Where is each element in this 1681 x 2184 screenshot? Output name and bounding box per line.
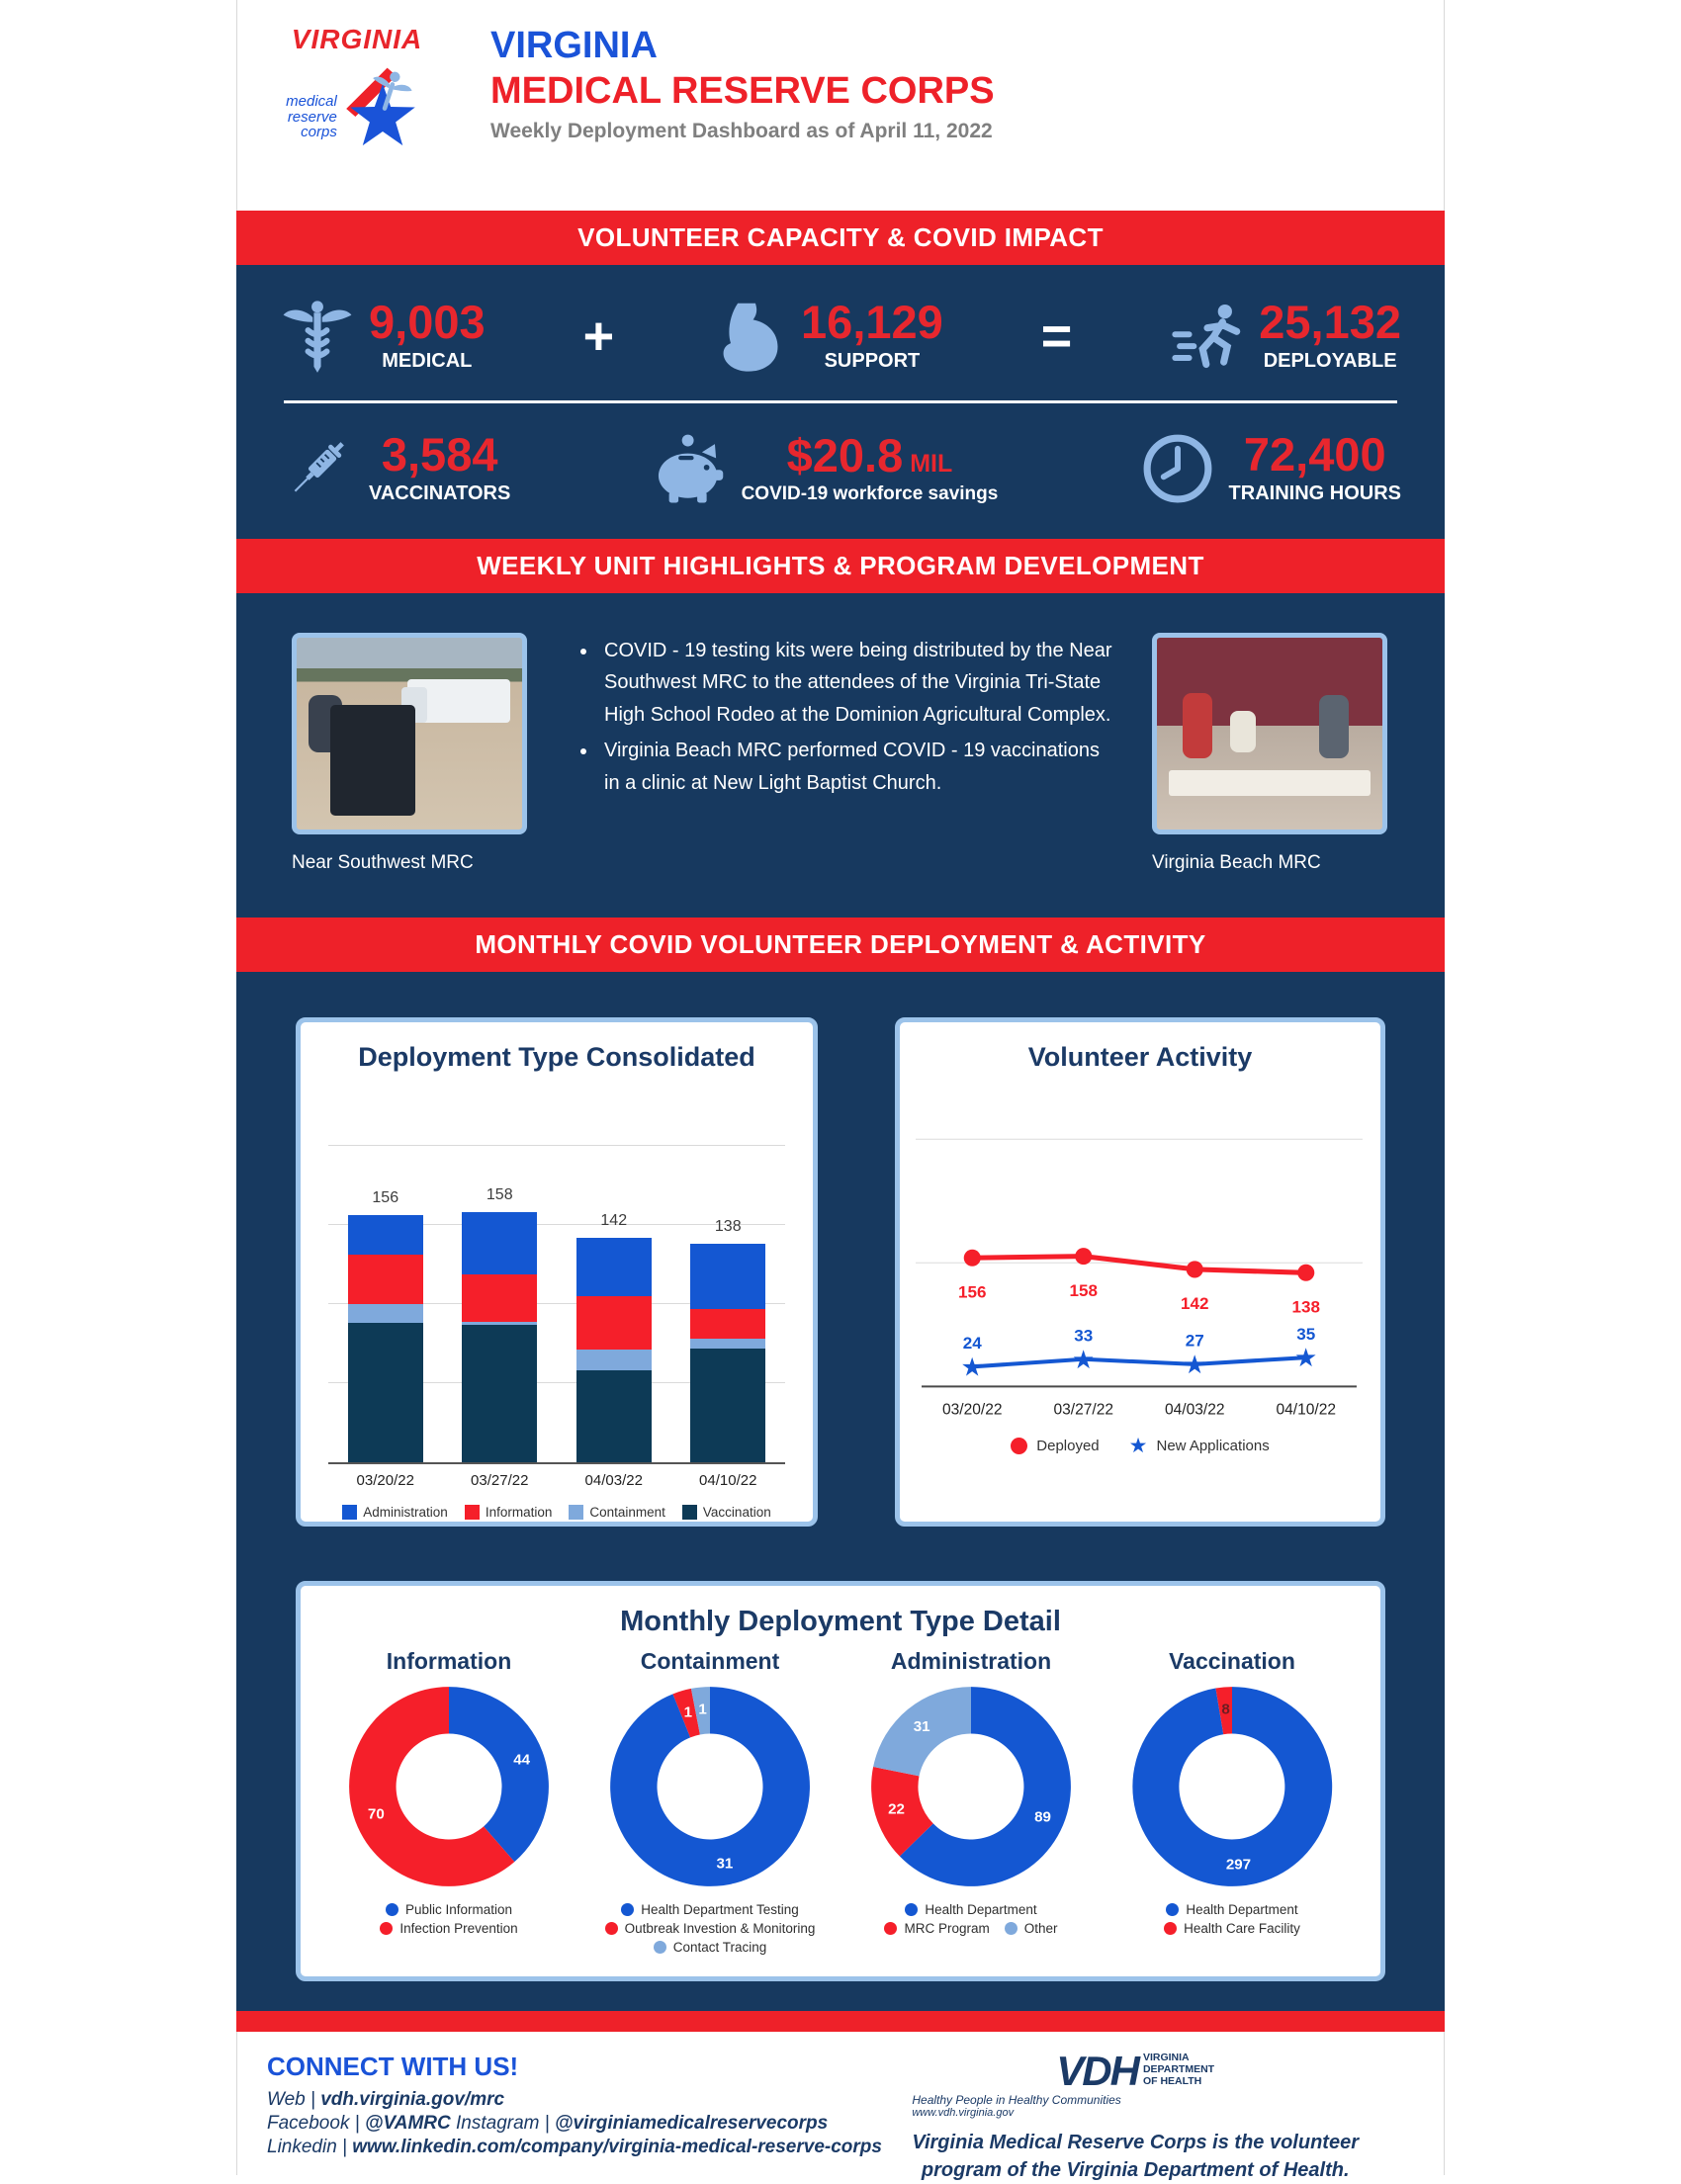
- stat-support: [712, 296, 943, 374]
- donut-slice-label: 31: [716, 1855, 734, 1873]
- bar-segment-containment: [690, 1339, 765, 1349]
- logo-word-medical: medical: [286, 92, 337, 110]
- stat-medical: [280, 296, 486, 374]
- photo-virginia-beach-mrc: [1152, 633, 1387, 834]
- banner-weekly-highlights: WEEKLY UNIT HIGHLIGHTS & PROGRAM DEVELOPMENT: [236, 539, 1445, 593]
- donut-slice-label: 31: [913, 1718, 930, 1736]
- donut-legend-item: [1164, 1921, 1300, 1936]
- footer-link-line: [267, 2089, 882, 2111]
- vdh-dept-text: [1143, 2052, 1214, 2087]
- runner-icon: [1170, 299, 1245, 374]
- donut-slice-label: 1: [683, 1704, 693, 1721]
- footer: [236, 2032, 1445, 2181]
- photo-wrap-left: [292, 633, 529, 874]
- stat-support-value: 16,129: [801, 296, 943, 348]
- donut-slice-label: 22: [888, 1800, 905, 1818]
- stacked-bar: [348, 1215, 423, 1462]
- stat-training-label: TRAINING HOURS: [1228, 482, 1401, 504]
- deployed-dot-icon: [1011, 1438, 1027, 1454]
- legend-label: Information: [485, 1505, 553, 1520]
- data-label: 142: [1181, 1294, 1209, 1314]
- donut-legend-item: [605, 1921, 816, 1936]
- donut-legend: [358, 1902, 541, 1936]
- donut-legend-item: [654, 1940, 767, 1955]
- bar-segment-information: [576, 1296, 652, 1350]
- donut-slice-label: 8: [1221, 1701, 1230, 1718]
- line-chart-plot: [916, 1091, 1365, 1434]
- highlight-bullet-1: • COVID - 19 testing kits were being distributed by the Near Southwest MRC to the attendees of the Virginia Tri-State High School Rodeo at the Dominion Agricultural Complex.: [598, 635, 1112, 731]
- donut-slice-label: 1: [698, 1701, 707, 1718]
- donut-legend-item: [386, 1902, 512, 1917]
- photo-wrap-right: [1152, 633, 1389, 874]
- donut-slice: [610, 1687, 810, 1886]
- legend-label: Containment: [589, 1505, 665, 1520]
- bar-x-tick: 04/10/22: [699, 1472, 757, 1489]
- page-title-line1: VIRGINIA: [490, 25, 658, 66]
- vdh-abbr-text: VDH: [1056, 2048, 1138, 2094]
- bar-chart-x-axis: [328, 1472, 785, 1489]
- donut-legend: [846, 1902, 1096, 1936]
- line-chart-title: Volunteer Activity: [1027, 1042, 1253, 1072]
- stat-vaccinators-text: [369, 428, 511, 505]
- bar-segment-administration: [462, 1212, 537, 1273]
- footer-link-line: [267, 2137, 882, 2158]
- donut-legend-dot: [1164, 1922, 1177, 1935]
- data-label: 156: [958, 1282, 987, 1302]
- bar-chart-legend: [320, 1505, 793, 1520]
- data-label: 27: [1185, 1331, 1204, 1351]
- logo-word-reserve: reserve: [287, 108, 337, 126]
- donut-chart-svg: [1122, 1677, 1342, 1896]
- donut-chart-svg: [339, 1677, 559, 1896]
- bar-total-label: 142: [600, 1211, 628, 1229]
- legend-item-administration: [342, 1505, 448, 1520]
- charts-top-row: [296, 1017, 1385, 1527]
- stacked-bar: [690, 1244, 765, 1462]
- line-x-tick: 03/20/22: [941, 1401, 1003, 1419]
- donut-legend-item: [884, 1921, 989, 1936]
- data-label: 138: [1291, 1297, 1320, 1317]
- vdh-logo: [1056, 2048, 1215, 2094]
- donut-slice-label: 44: [513, 1751, 531, 1769]
- new-applications-star-point: ★: [960, 1352, 984, 1382]
- photo-clinician-red-shape: [1183, 693, 1212, 758]
- page-subtitle: Weekly Deployment Dashboard as of April 11, 2022: [490, 120, 993, 143]
- line-chart-legend: [916, 1436, 1365, 1456]
- photo-patient-shape: [1230, 711, 1256, 752]
- donut-legend: [585, 1902, 835, 1955]
- legend-item-deployed: [1011, 1438, 1099, 1454]
- data-label: 24: [962, 1334, 982, 1354]
- legend-label: Administration: [363, 1505, 448, 1520]
- stat-support-text: [801, 296, 943, 373]
- bar-segment-vaccination: [348, 1323, 423, 1462]
- legend-label: Deployed: [1036, 1437, 1100, 1454]
- footer-program-tagline: [912, 2129, 1359, 2184]
- donut-legend-dot: [654, 1941, 666, 1954]
- donut-legend-label: Infection Prevention: [399, 1921, 518, 1936]
- footer-link-value: @VAMRC: [364, 2113, 451, 2134]
- donut-legend-label: MRC Program: [904, 1921, 990, 1936]
- logo-word-corps: corps: [301, 124, 337, 141]
- donut-legend-item: [1166, 1902, 1297, 1917]
- footer-tagline-line1: Virginia Medical Reserve Corps is the volunteer: [912, 2131, 1359, 2153]
- photo-caption-near-southwest: Near Southwest MRC: [292, 852, 474, 873]
- footer-red-stripe: [236, 2011, 1445, 2032]
- bar-segment-vaccination: [576, 1370, 652, 1462]
- footer-link-label: Facebook |: [267, 2113, 365, 2134]
- stat-medical-text: [369, 296, 486, 373]
- vdh-tagline: Healthy People in Healthy Communities: [912, 2092, 1121, 2107]
- donut-legend-item: [621, 1902, 799, 1917]
- highlights-bullet-list: [569, 635, 1112, 799]
- connect-with-us-heading: CONNECT WITH US!: [267, 2052, 519, 2081]
- logo-virginia-text: VIRGINIA: [291, 24, 423, 54]
- donut-legend-label: Contact Tracing: [672, 1940, 767, 1955]
- deployed-point: [964, 1250, 981, 1267]
- donut-title: Administration: [890, 1648, 1052, 1674]
- header: [236, 0, 1445, 211]
- bar-chart-plot: [328, 1116, 785, 1464]
- stats-row-1: [280, 296, 1401, 374]
- bar-column: [557, 1116, 671, 1462]
- donut-vaccination: [1102, 1648, 1363, 1955]
- stat-deployable-text: [1259, 296, 1401, 373]
- bar-segment-information: [690, 1309, 765, 1339]
- chart-monthly-deployment-detail: [296, 1581, 1385, 1981]
- bar-x-tick: 03/20/22: [356, 1472, 414, 1489]
- data-label: 33: [1074, 1326, 1094, 1346]
- stat-savings-suffix: MIL: [910, 449, 953, 478]
- bar-total-label: 156: [372, 1189, 399, 1207]
- chart-volunteer-activity: [895, 1017, 1385, 1527]
- stats-section: [236, 265, 1445, 539]
- legend-label: Vaccination: [702, 1505, 771, 1520]
- stat-medical-label: MEDICAL: [382, 350, 473, 372]
- stat-deployable-value: 25,132: [1259, 296, 1401, 348]
- footer-link-value: www.linkedin.com/company/virginia-medical-reserve-corps: [352, 2137, 882, 2157]
- donut-information: [318, 1648, 579, 1955]
- legend-swatch: [682, 1505, 697, 1520]
- data-label: 158: [1069, 1280, 1098, 1300]
- data-label: 35: [1296, 1325, 1316, 1345]
- donut-legend-label: Other: [1023, 1921, 1058, 1936]
- stat-vaccinators: [280, 428, 511, 506]
- line-x-tick: 04/03/22: [1164, 1401, 1225, 1419]
- vdh-url: www.vdh.virginia.gov: [912, 2106, 1015, 2119]
- donut-containment: [579, 1648, 840, 1955]
- bar-chart-title: Deployment Type Consolidated: [358, 1042, 755, 1072]
- chart-deployment-type-consolidated: [296, 1017, 818, 1527]
- bar-column: [671, 1116, 786, 1462]
- stats-divider: [284, 400, 1397, 403]
- series-line-star: [972, 1357, 1305, 1366]
- photo-table-shape: [1169, 770, 1371, 796]
- footer-link-value: @virginiamedicalreservecorps: [554, 2113, 829, 2134]
- stacked-bar: [462, 1212, 537, 1462]
- donut-legend-dot: [905, 1903, 918, 1916]
- donut-title: Information: [386, 1648, 512, 1674]
- donut-legend-label: Outbreak Investion & Monitoring: [624, 1921, 816, 1936]
- photo-visitor-shape: [1319, 695, 1349, 758]
- vdh-dept-line1: VIRGINIA: [1142, 2052, 1190, 2063]
- stat-savings-text: [741, 428, 999, 505]
- footer-link-label: Web |: [267, 2089, 321, 2110]
- donut-chart-svg: [600, 1677, 820, 1896]
- donut-legend-dot: [605, 1922, 618, 1935]
- highlight-bullet-2: • Virginia Beach MRC performed COVID - 19 vaccinations in a clinic at New Light Baptist Church.: [598, 735, 1112, 799]
- donut-slice-label: 297: [1225, 1856, 1252, 1874]
- stat-training-value: 72,400: [1243, 428, 1386, 480]
- donut-legend-item: [380, 1921, 517, 1936]
- deployed-point: [1075, 1248, 1092, 1265]
- stat-savings-value-row: [786, 428, 953, 481]
- stat-training-text: [1228, 428, 1401, 505]
- new-applications-star-icon: ★: [1128, 1434, 1148, 1457]
- bar-segment-administration: [576, 1238, 652, 1296]
- donut-legend-dot: [380, 1922, 393, 1935]
- footer-connect-block: [267, 2052, 882, 2167]
- stat-medical-value: 9,003: [369, 296, 486, 348]
- bar-segment-administration: [690, 1244, 765, 1309]
- donut-slice: [449, 1687, 549, 1862]
- series-line-circle: [972, 1257, 1305, 1273]
- legend-label: New Applications: [1156, 1437, 1270, 1454]
- vdh-dept-line2: DEPARTMENT: [1142, 2063, 1215, 2076]
- mrc-star-icon: [337, 63, 428, 154]
- bar-x-tick: 03/27/22: [471, 1472, 529, 1489]
- footer-vdh-block: [912, 2048, 1414, 2181]
- legend-item-new-applications: [1129, 1436, 1270, 1456]
- footer-links: [267, 2089, 882, 2158]
- donut-legend-label: Health Department: [1186, 1902, 1298, 1917]
- stat-deployable: [1170, 296, 1401, 374]
- footer-link-line: [267, 2113, 882, 2135]
- caduceus-icon: [280, 299, 355, 374]
- footer-tagline-line2: program of the Virginia Department of Health.: [921, 2158, 1350, 2181]
- syringe-icon: [280, 431, 355, 506]
- photo-case-shape: [330, 705, 415, 816]
- charts-section: [236, 972, 1445, 2011]
- footer-link-label: Instagram |: [450, 2113, 555, 2134]
- highlights-section: [236, 593, 1445, 917]
- donut-legend-label: Health Department: [925, 1902, 1037, 1917]
- new-applications-star-point: ★: [1294, 1343, 1318, 1373]
- legend-item-information: [465, 1505, 553, 1520]
- stat-vaccinators-value: 3,584: [381, 428, 498, 480]
- legend-item-containment: [569, 1505, 665, 1520]
- bar-column: [443, 1116, 558, 1462]
- deployed-point: [1187, 1261, 1203, 1277]
- mrc-logo: [263, 24, 451, 211]
- new-applications-star-point: ★: [1072, 1344, 1096, 1374]
- donut-slice-label: 70: [367, 1805, 385, 1823]
- donut-legend-label: Health Department Testing: [641, 1902, 799, 1917]
- donut-legend-label: Public Information: [404, 1902, 513, 1917]
- stat-savings-label: COVID-19 workforce savings: [741, 482, 999, 504]
- bar-segment-vaccination: [462, 1325, 537, 1462]
- logo-row: [286, 63, 428, 154]
- legend-item-vaccination: [682, 1505, 771, 1520]
- bar-segment-information: [348, 1255, 423, 1304]
- stat-vaccinators-label: VACCINATORS: [369, 482, 511, 504]
- bar-segment-administration: [348, 1215, 423, 1255]
- line-x-tick: 03/27/22: [1053, 1401, 1114, 1419]
- bar-segment-information: [462, 1274, 537, 1322]
- new-applications-star-point: ★: [1183, 1349, 1206, 1379]
- donut-slice-label: 89: [1034, 1808, 1051, 1826]
- bar-columns: [328, 1116, 785, 1462]
- vdh-dept-line3: OF HEALTH: [1142, 2075, 1202, 2088]
- bar-segment-vaccination: [690, 1349, 765, 1462]
- donut-title: Containment: [640, 1648, 780, 1674]
- banner-volunteer-capacity: VOLUNTEER CAPACITY & COVID IMPACT: [236, 211, 1445, 265]
- donut-legend-item: [905, 1902, 1036, 1917]
- donut-legend-dot: [386, 1903, 398, 1916]
- donut-legend-dot: [1005, 1922, 1017, 1935]
- donut-legend-item: [1005, 1921, 1058, 1936]
- stat-support-label: SUPPORT: [824, 350, 921, 372]
- legend-swatch: [465, 1505, 480, 1520]
- donut-legend-dot: [884, 1922, 897, 1935]
- donut-legend-dot: [1166, 1903, 1179, 1916]
- donut-charts-row: [318, 1648, 1363, 1955]
- stat-savings-value: $20.8: [786, 428, 904, 481]
- bar-x-tick: 04/03/22: [584, 1472, 643, 1489]
- bar-total-label: 158: [486, 1186, 513, 1204]
- photo-near-southwest-mrc: [292, 633, 527, 834]
- banner-monthly-deployment: MONTHLY COVID VOLUNTEER DEPLOYMENT & ACTIVITY: [236, 917, 1445, 972]
- deployed-point: [1297, 1265, 1314, 1281]
- donut-legend-dot: [621, 1903, 634, 1916]
- clock-icon: [1140, 431, 1215, 506]
- line-x-tick: 04/10/22: [1276, 1401, 1337, 1419]
- bar-total-label: 138: [714, 1218, 742, 1236]
- footer-link-value: vdh.virginia.gov/mrc: [320, 2089, 505, 2110]
- bar-segment-containment: [348, 1304, 423, 1323]
- legend-swatch: [342, 1505, 357, 1520]
- donut-administration: [840, 1648, 1102, 1955]
- donuts-title: Monthly Deployment Type Detail: [620, 1606, 1061, 1637]
- stats-row-2: [280, 428, 1401, 506]
- header-titles: [490, 24, 995, 211]
- bar-segment-containment: [576, 1350, 652, 1370]
- muscle-icon: [712, 299, 787, 374]
- bar-column: [328, 1116, 443, 1462]
- piggy-bank-icon: [653, 431, 728, 506]
- page-title-line2: MEDICAL RESERVE CORPS: [490, 69, 995, 112]
- donut-chart-svg: [861, 1677, 1081, 1896]
- stat-training-hours: [1140, 428, 1401, 506]
- stacked-bar: [576, 1238, 652, 1462]
- logo-words: [286, 94, 337, 140]
- line-chart-svg: [916, 1091, 1363, 1434]
- stat-deployable-label: DEPLOYABLE: [1263, 350, 1397, 372]
- photo-caption-virginia-beach: Virginia Beach MRC: [1152, 852, 1321, 873]
- donut-title: Vaccination: [1169, 1648, 1295, 1674]
- stat-savings: [653, 428, 999, 506]
- plus-operator: +: [582, 306, 615, 366]
- infographic: [236, 0, 1445, 2181]
- donut-legend: [1146, 1902, 1319, 1936]
- equals-operator: =: [1040, 306, 1073, 366]
- footer-link-label: Linkedin |: [267, 2137, 353, 2157]
- donut-legend-label: Health Care Facility: [1184, 1921, 1300, 1936]
- legend-swatch: [569, 1505, 583, 1520]
